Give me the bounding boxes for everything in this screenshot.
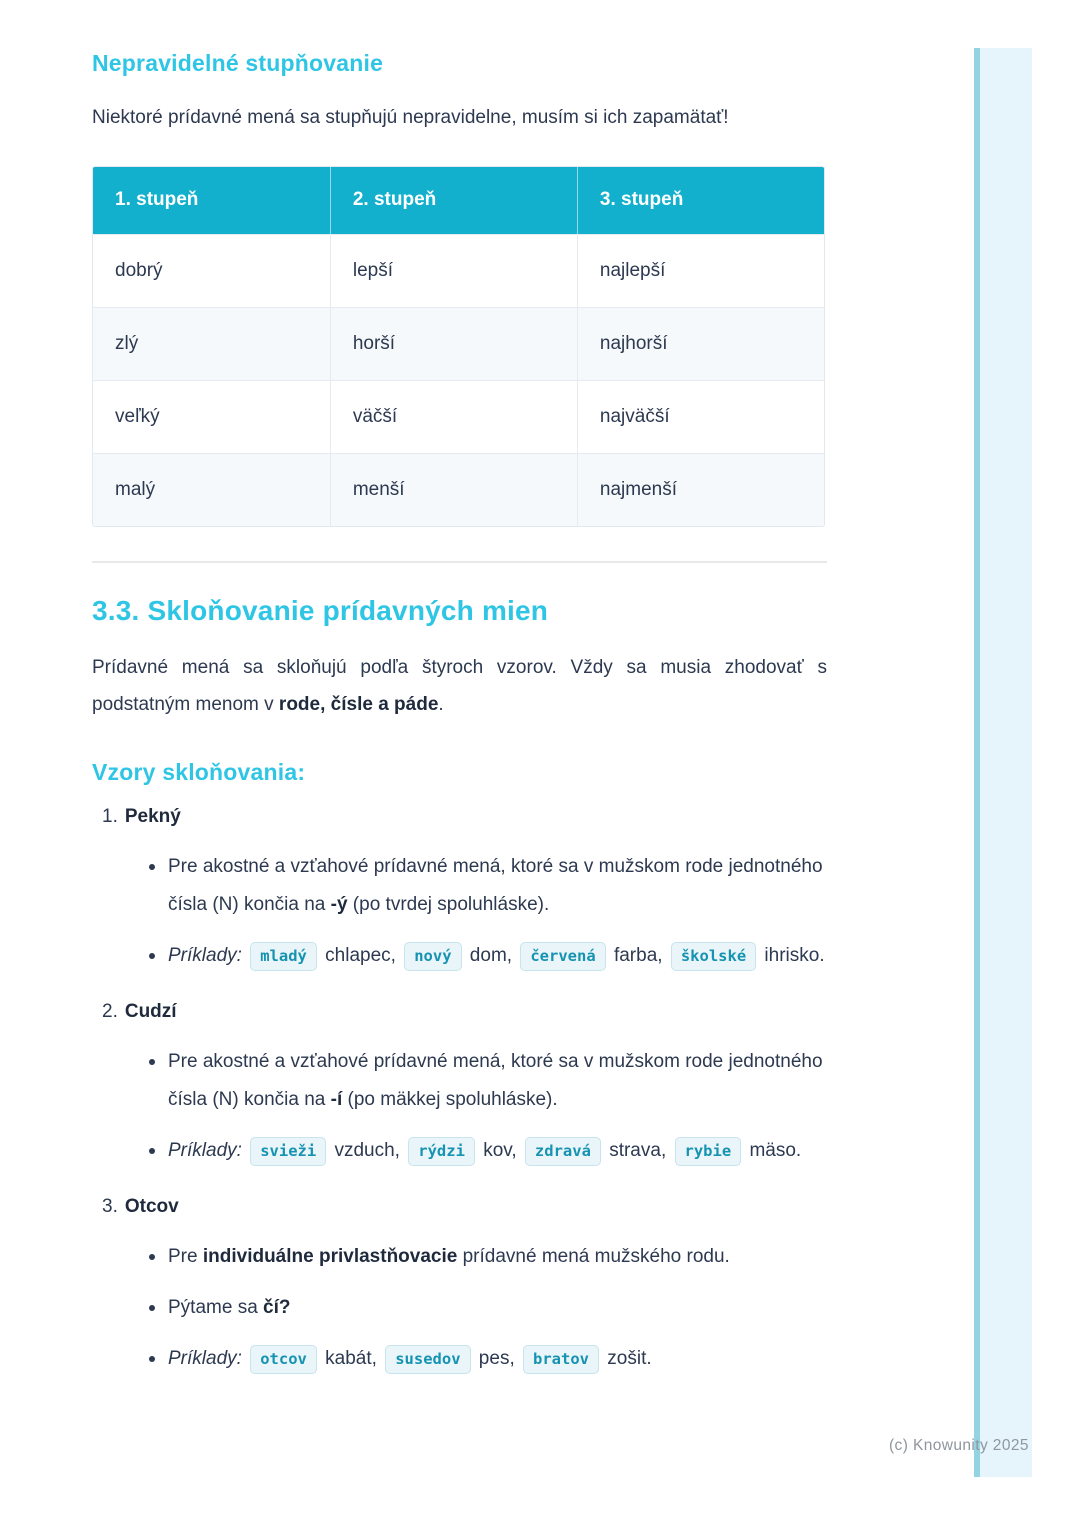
table-cell: dobrý [93,234,330,307]
decorative-side-bar [974,48,1032,1477]
table-cell: najväčší [577,380,824,453]
pattern-bullet-list [102,848,827,975]
subheading-vzory-sklonovania: Vzory skloňovania: [92,759,306,785]
heading-sklonovanie: 3.3. Skloňovanie prídavných mien [92,595,549,626]
example-word-tag: otcov [250,1345,317,1374]
table-cell: veľký [93,380,330,453]
pattern-name: Pekný [124,806,181,827]
table-cell: horší [330,307,577,380]
table-cell: zlý [93,307,330,380]
table-row [93,380,824,453]
pattern-number: 1. [102,806,118,827]
pattern-list [92,806,827,1378]
intro-bold-text: rode, čísle a páde [278,694,439,715]
intro-text: . [438,694,444,715]
table-cell: menší [330,453,577,526]
example-word-tag: svieži [250,1137,326,1166]
pattern-bullet-list [102,1238,827,1378]
table-row [93,234,824,307]
pattern-number: 3. [102,1196,118,1217]
example-word-tag: rýdzi [408,1137,475,1166]
table-row [93,307,824,380]
table-body [93,234,824,526]
example-word-tag: červená [520,942,605,971]
example-word-tag: bratov [523,1345,599,1374]
table-row [93,453,824,526]
pattern-title [102,1196,827,1218]
bullet-item: Pre akostné a vzťahové prídavné mená, ktoré sa v mužskom rode jednotného čísla (N) končia na -í (po mäkkej spoluhláske). [148,1043,827,1119]
pattern-title [102,806,827,828]
table-cell: najlepší [577,234,824,307]
example-word-tag: susedov [385,1345,470,1374]
pattern-bullet-list [102,1043,827,1170]
irregular-intro-paragraph: Niektoré prídavné mená sa stupňujú nepravidelne, musím si ich zapamätať! [92,107,729,128]
section-divider [92,561,827,563]
table-cell: lepší [330,234,577,307]
example-word-tag: školské [671,942,756,971]
table-cell: najmenší [577,453,824,526]
example-word-tag: zdravá [525,1137,601,1166]
table-cell: väčší [330,380,577,453]
pattern-item-pekny [92,806,827,975]
pattern-item-otcov [92,1196,827,1378]
example-word-tag: nový [404,942,461,971]
bullet-item: Pýtame sa čí? [148,1289,827,1327]
main-content [92,0,827,1378]
bullet-item: Príklady: otcov kabát, susedov pes, bratov zošit. [148,1340,827,1378]
pattern-name: Otcov [124,1196,179,1217]
heading-nepravidelne-stupnovanie: Nepravidelné stupňovanie [92,50,384,76]
table-header-cell: 3. stupeň [577,167,824,234]
copyright-text: (c) Knowunity 2025 [889,1437,1029,1454]
table-header-cell: 1. stupeň [93,167,330,234]
bullet-item: Pre individuálne privlastňovacie prídavné mená mužského rodu. [148,1238,827,1276]
bullet-item: Príklady: mladý chlapec, nový dom, červená farba, školské ihrisko. [148,937,827,975]
bullet-item: Príklady: svieži vzduch, rýdzi kov, zdravá strava, rybie mäso. [148,1132,827,1170]
table-head [93,167,824,234]
example-word-tag: mladý [250,942,317,971]
comparison-degrees-table [92,166,825,527]
declension-intro-paragraph [92,649,827,723]
table-header-cell: 2. stupeň [330,167,577,234]
example-word-tag: rybie [675,1137,742,1166]
pattern-title [102,1001,827,1023]
bullet-item: Pre akostné a vzťahové prídavné mená, ktoré sa v mužskom rode jednotného čísla (N) končia na -ý (po tvrdej spoluhláske). [148,848,827,924]
intro-text: Prídavné mená sa skloňujú podľa štyroch vzorov. Vždy sa musia zhodovať s podstatným menom v [92,657,827,715]
pattern-name: Cudzí [124,1001,177,1022]
table-cell: najhorší [577,307,824,380]
table-cell: malý [93,453,330,526]
pattern-number: 2. [102,1001,118,1022]
table-header-row [93,167,824,234]
pattern-item-cudzi [92,1001,827,1170]
